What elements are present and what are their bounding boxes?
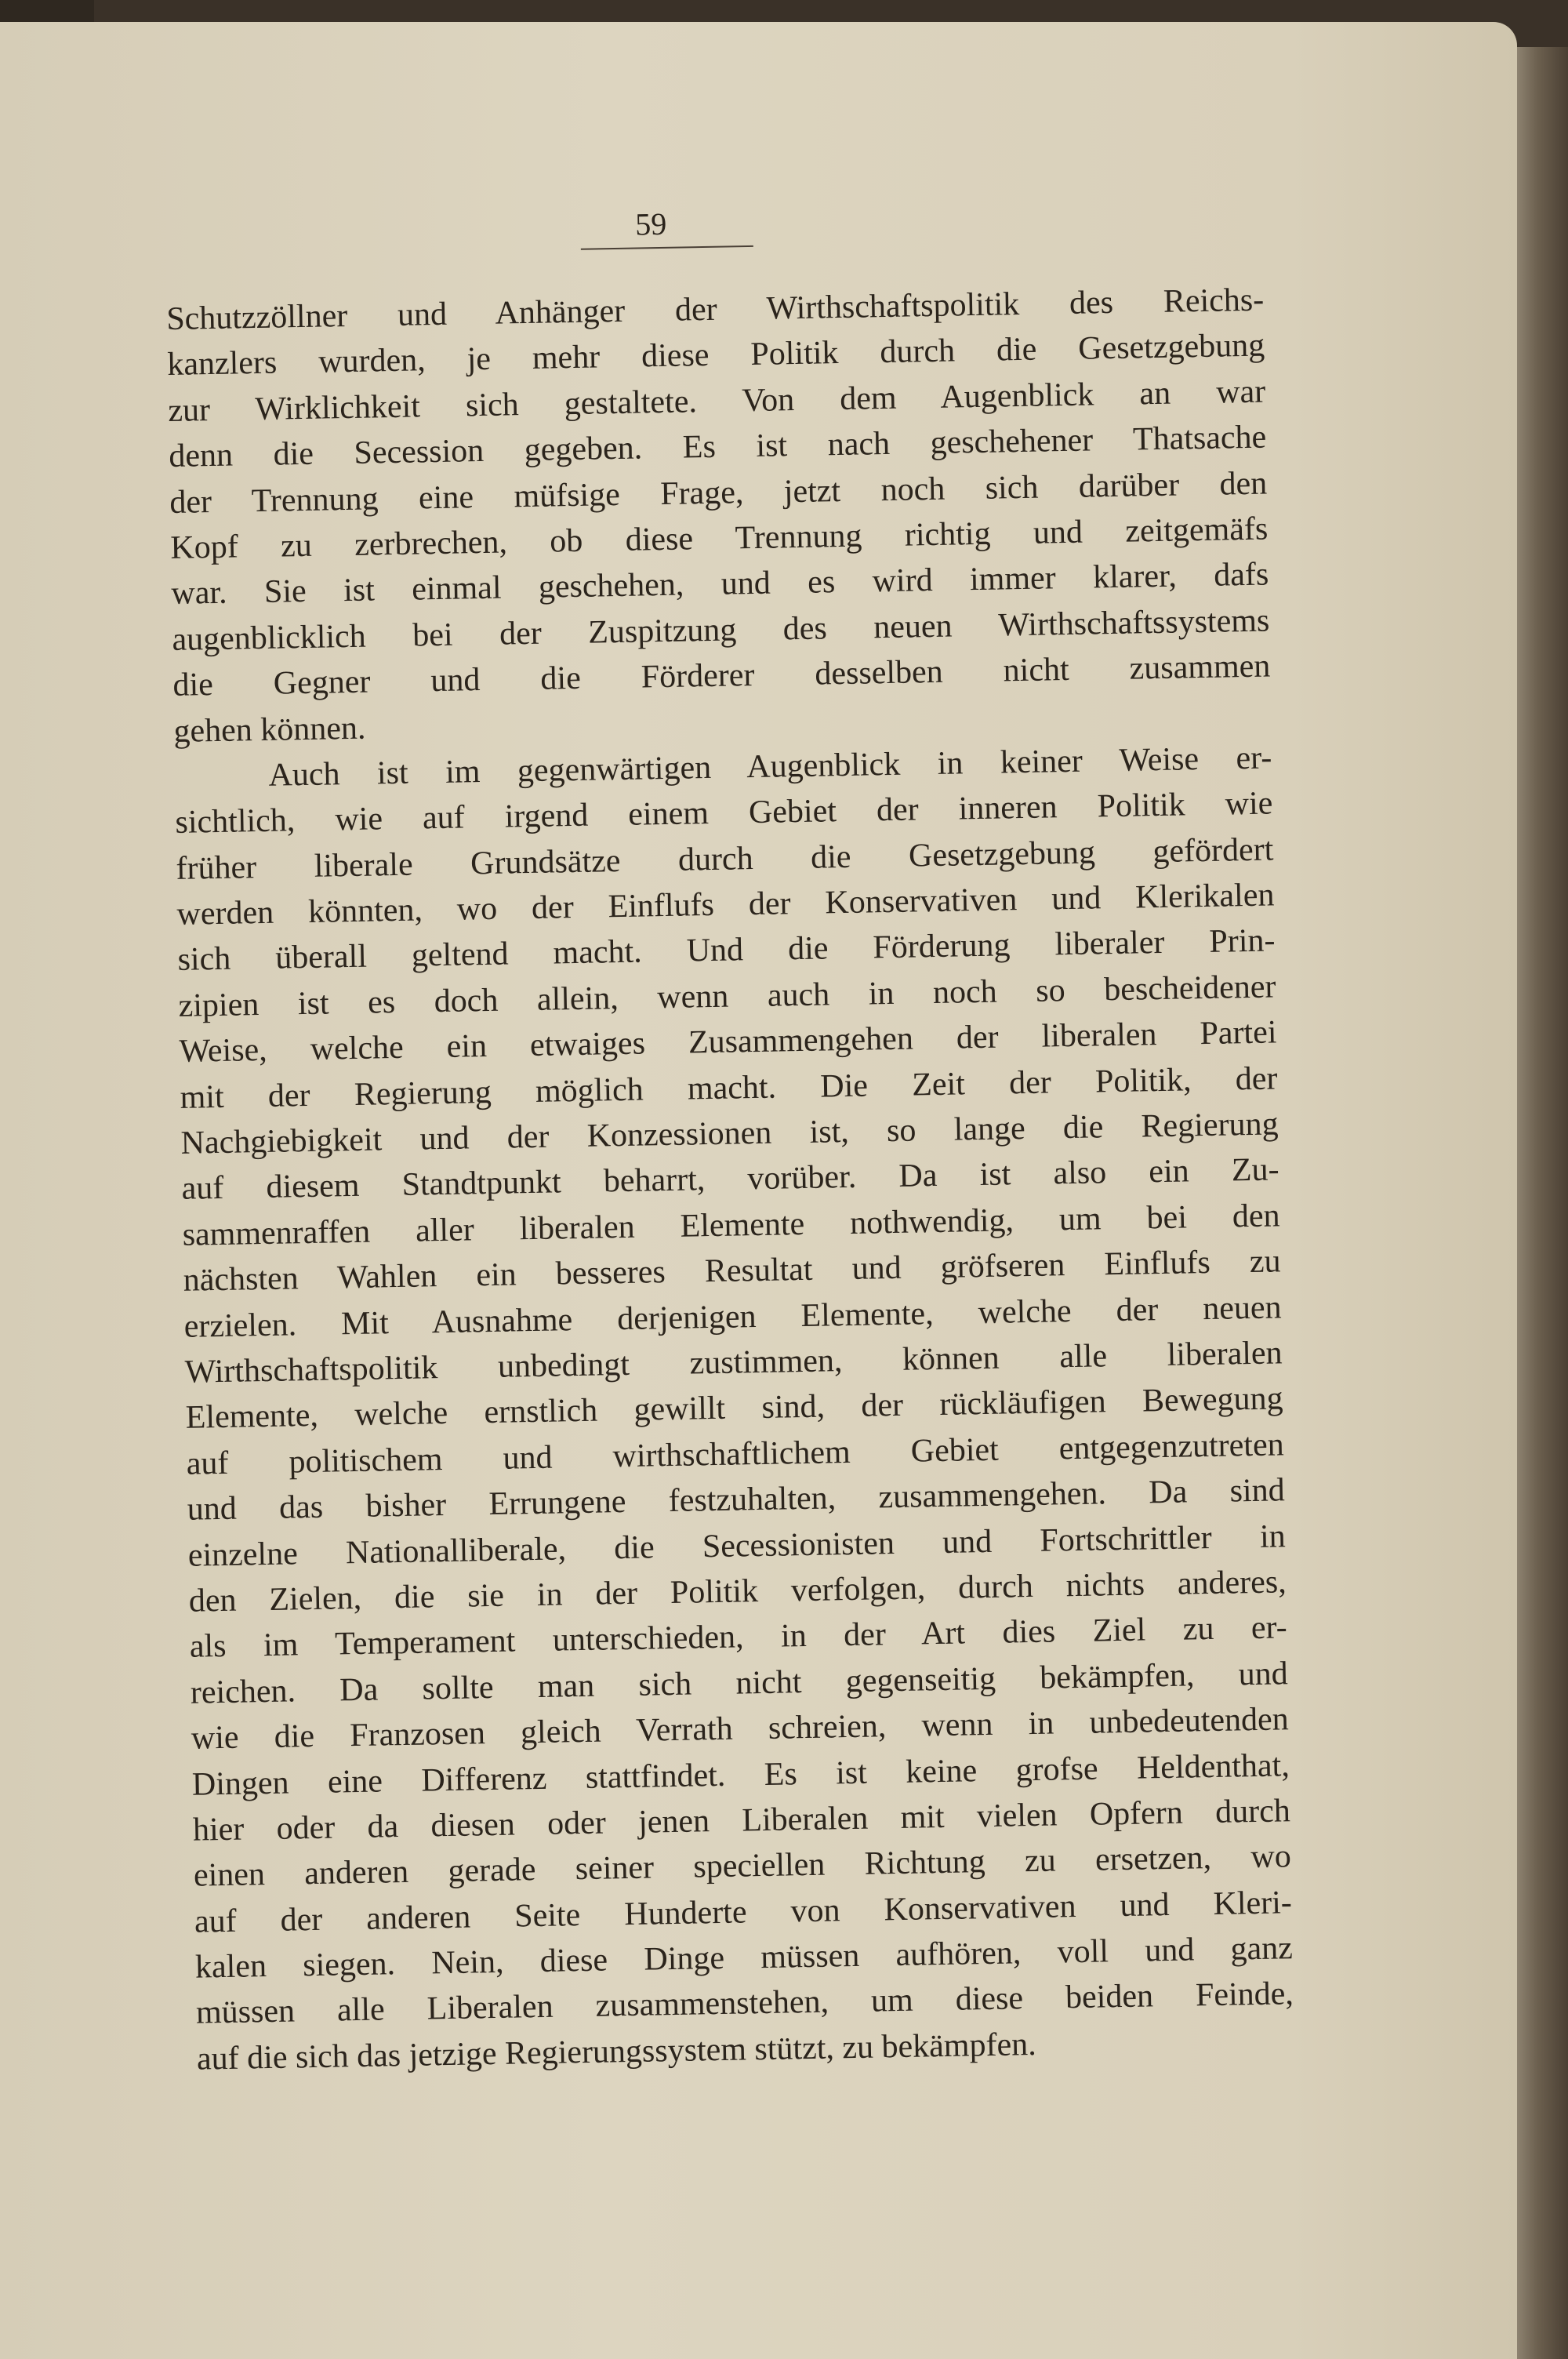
- text-line: als im Temperament unterschieden, in der Art dies Ziel zu er-: [189, 1609, 1288, 1666]
- text-line: Wirthschaftspolitik unbedingt zustimmen, können alle liberalen: [184, 1335, 1283, 1390]
- text-line: erzielen. Mit Ausnahme derjenigen Elemente, welche der neuen: [183, 1289, 1282, 1345]
- text-lines: [166, 278, 1295, 2082]
- text-line: einen anderen gerade seiner speciellen Richtung zu ersetzen, wo: [193, 1838, 1292, 1894]
- text-line: und das bisher Errungene festzuhalten, zusammengehen. Da sind: [187, 1472, 1286, 1528]
- text-line: Nachgiebigkeit und der Konzessionen ist, so lange die Regierung: [180, 1106, 1279, 1161]
- text-line: auf politischem und wirthschaftlichem Gebiet entgegenzutreten: [186, 1427, 1285, 1482]
- text-line: sammenraffen aller liberalen Elemente nothwendig, um bei den: [182, 1198, 1280, 1253]
- text-line: auf die sich das jetzige Regierungssystem stützt, zu bekämpfen.: [196, 2026, 1037, 2077]
- text-line: kanzlers wurden, je mehr diese Politik durch die Gesetzgebung: [166, 327, 1265, 383]
- text-line: wie die Franzosen gleich Verrath schreien, wenn in unbedeutenden: [191, 1701, 1290, 1757]
- text-line: Elemente, welche ernstlich gewillt sind, der rückläufigen Bewegung: [185, 1380, 1283, 1437]
- page-body: [165, 195, 1294, 2082]
- text-line: zur Wirklichkeit sich gestaltete. Von dem Augenblick an war: [167, 373, 1266, 429]
- text-line: war. Sie ist einmal geschehen, und es wird immer klarer, dafs: [171, 556, 1269, 612]
- text-line: zipien ist es doch allein, wenn auch in noch so bescheidener: [178, 969, 1276, 1024]
- text-line: Kopf zu zerbrechen, ob diese Trennung richtig und zeitgemäfs: [170, 511, 1269, 566]
- header-rule: [581, 245, 753, 250]
- text-line: denn die Secession gegeben. Es ist nach geschehener Thatsache: [168, 419, 1267, 475]
- text-line: Auch ist im gegenwärtigen Augenblick in keiner Weise er-: [268, 740, 1272, 794]
- book-edge: [1517, 47, 1568, 2359]
- text-line: nächsten Wahlen ein besseres Resultat und gröfseren Einflufs zu: [183, 1243, 1281, 1299]
- text-line: Schutzzöllner und Anhänger der Wirthschaftspolitik des Reichs-: [165, 282, 1265, 337]
- text-line: einzelne Nationalliberale, die Secessionisten und Fortschrittler in: [187, 1518, 1287, 1574]
- text-line: müssen alle Liberalen zusammenstehen, um diese beiden Feinde,: [195, 1976, 1294, 2032]
- page-number: 59: [634, 205, 667, 242]
- text-line: auf diesem Standtpunkt beharrt, vorüber. Da ist also ein Zu-: [181, 1151, 1279, 1208]
- text-line: früher liberale Grundsätze durch die Gesetzgebung gefördert: [176, 831, 1274, 887]
- text-line: sich überall geltend macht. Und die Förderung liberaler Prin-: [177, 922, 1276, 979]
- text-line: Weise, welche ein etwaiges Zusammengehen der liberalen Partei: [179, 1014, 1277, 1070]
- text-line: mit der Regierung möglich macht. Die Zeit der Politik, der: [180, 1060, 1278, 1116]
- text-line: Dingen eine Differenz stattfindet. Es ist keine grofse Heldenthat,: [191, 1747, 1290, 1803]
- text-line: kalen siegen. Nein, diese Dinge müssen aufhören, voll und ganz: [194, 1930, 1294, 1986]
- scan-corner: [0, 0, 94, 24]
- text-line: auf der anderen Seite Hunderte von Konservativen und Kleri-: [194, 1884, 1293, 1940]
- text-line: reichen. Da sollte man sich nicht gegenseitig bekämpfen, und: [190, 1656, 1289, 1711]
- text-line: die Gegner und die Förderer desselben nicht zusammen: [172, 648, 1271, 704]
- text-line: sichtlich, wie auf irgend einem Gebiet der inneren Politik wie: [175, 785, 1273, 841]
- text-line: werden könnten, wo der Einflufs der Konservativen und Klerikalen: [176, 877, 1275, 932]
- text-line: der Trennung eine müfsige Frage, jetzt noch sich darüber den: [169, 465, 1268, 521]
- text-line: hier oder da diesen oder jenen Liberalen mit vielen Opfern durch: [192, 1793, 1291, 1848]
- text-line: augenblicklich bei der Zuspitzung des neuen Wirthschaftssystems: [172, 602, 1270, 658]
- text-line: den Zielen, die sie in der Politik verfolgen, durch nichts anderes,: [188, 1564, 1287, 1619]
- book-page: [0, 22, 1517, 2359]
- text-line: gehen können.: [173, 710, 366, 750]
